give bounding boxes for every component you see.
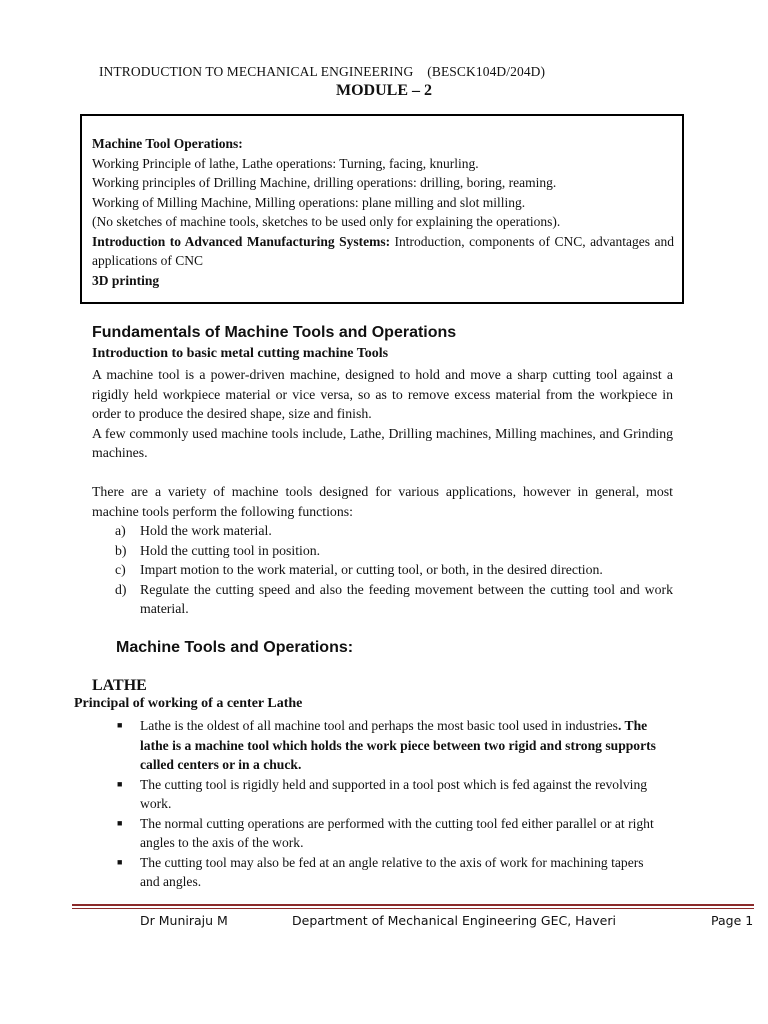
syllabus-box (80, 114, 684, 304)
list-item: ■ The cutting tool is rigidly held and supported in a tool post which is fed against the revolving work. (117, 776, 648, 811)
paragraph: A few commonly used machine tools include, Lathe, Drilling machines, Milling machines, and Grinding machines. (92, 425, 673, 460)
list-item: ■ Lathe is the oldest of all machine tool and perhaps the most basic tool used in industries. The lathe is a machine tool which holds the work piece between two rigid and strong supports called centers or in a chuck. (117, 718, 656, 772)
advanced-label: Introduction to Advanced Manufacturing Systems: (92, 233, 391, 249)
fundamentals-body (92, 365, 673, 619)
section-title-machine-tools: Machine Tools and Operations: (116, 639, 354, 656)
syllabus-advanced (92, 232, 674, 271)
list-item: b) Hold the cutting tool in position. (115, 542, 321, 558)
list-item: ■ The cutting tool may also be fed at an angle relative to the axis of work for machining tapers and angles. (117, 854, 644, 889)
course-code: (BESCK104D/204D) (427, 64, 546, 79)
syllabus-heading: Machine Tool Operations: (92, 136, 243, 151)
footer-rule (72, 904, 754, 906)
paragraph: A machine tool is a power-driven machine, designed to hold and move a sharp cutting tool against a rigidly held workpiece material or vice versa, so as to remove excess material from the workpiece in order to produce the desired shape, size and finish. (92, 367, 673, 421)
syllabus-line: Working principles of Drilling Machine, drilling operations: drilling, boring, reaming. (92, 175, 557, 190)
functions-list (115, 521, 673, 619)
paragraph: There are a variety of machine tools designed for various applications, however in general, most machine tools perform the following functions: (92, 484, 673, 519)
syllabus-3d-printing: 3D printing (92, 272, 160, 288)
syllabus-line: Working Principle of lathe, Lathe operations: Turning, facing, knurling. (92, 155, 479, 171)
syllabus-line: Working of Milling Machine, Milling operations: plane milling and slot milling. (92, 194, 526, 210)
running-header (92, 48, 545, 80)
section-title-fundamentals: Fundamentals of Machine Tools and Operations (92, 324, 457, 341)
subsection-title: Introduction to basic metal cutting machine Tools (92, 346, 389, 361)
list-item: a) Hold the work material. (115, 523, 272, 538)
list-item: c) Impart motion to the work material, or cutting tool, or both, in the desired direction. (115, 562, 603, 577)
footer-rule-thin (72, 908, 754, 909)
lathe-bullets (117, 716, 662, 892)
syllabus-line: (No sketches of machine tools, sketches to be used only for explaining the operations). (92, 214, 561, 229)
course-title: INTRODUCTION TO MECHANICAL ENGINEERING (98, 64, 414, 79)
advanced-text: Introduction, components of CNC, advantages and applications of CNC (92, 233, 674, 268)
module-title: MODULE – 2 (336, 82, 432, 99)
lathe-title: LATHE (92, 677, 147, 694)
footer-author: Dr Muniraju M (140, 913, 228, 928)
footer-department: Department of Mechanical Engineering GEC, Haveri (292, 913, 616, 928)
list-item: d) Regulate the cutting speed and also the feeding movement between the cutting tool and work material. (115, 581, 673, 616)
lathe-principle-heading: Principal of working of a center Lathe (74, 696, 303, 711)
footer-page-number: Page 1 (711, 913, 754, 928)
list-item: ■ The normal cutting operations are performed with the cutting tool fed either parallel or at right angles to the axis of the work. (117, 815, 654, 850)
